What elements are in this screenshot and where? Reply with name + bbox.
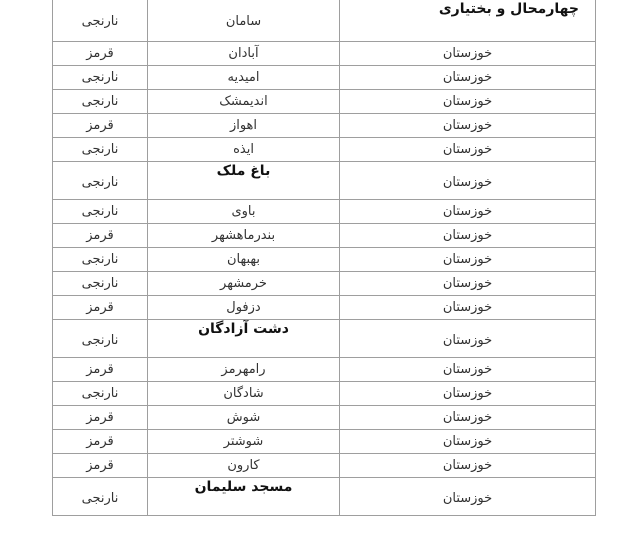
city-cell: بهبهان xyxy=(148,248,340,272)
status-cell: نارنجی xyxy=(53,66,148,90)
province-cell: خوزستان xyxy=(340,248,596,272)
province-cell: خوزستان xyxy=(340,406,596,430)
status-cell: نارنجی xyxy=(53,478,148,516)
city-cell: اهواز xyxy=(148,114,340,138)
city-cell: شوشتر xyxy=(148,430,340,454)
city-cell: رامهرمز xyxy=(148,358,340,382)
city-cell: دشت آزادگان xyxy=(148,320,340,358)
table-row xyxy=(53,162,596,200)
province-cell: خوزستان xyxy=(340,42,596,66)
table-row xyxy=(53,382,596,406)
status-cell: قرمز xyxy=(53,430,148,454)
table-row xyxy=(53,114,596,138)
status-cell: قرمز xyxy=(53,224,148,248)
status-cell: قرمز xyxy=(53,42,148,66)
city-cell: مسجد سلیمان xyxy=(148,478,340,516)
table-row xyxy=(53,406,596,430)
status-cell: قرمز xyxy=(53,114,148,138)
city-cell: بندرماهشهر xyxy=(148,224,340,248)
table-body xyxy=(53,0,596,516)
status-cell: نارنجی xyxy=(53,248,148,272)
province-cell: خوزستان xyxy=(340,382,596,406)
city-cell: سامان xyxy=(148,0,340,42)
city-cell: باوی xyxy=(148,200,340,224)
province-cell: خوزستان xyxy=(340,478,596,516)
province-cell: خوزستان xyxy=(340,224,596,248)
status-cell: قرمز xyxy=(53,406,148,430)
province-cell: خوزستان xyxy=(340,200,596,224)
status-cell: نارنجی xyxy=(53,90,148,114)
city-cell: آبادان xyxy=(148,42,340,66)
table-row xyxy=(53,430,596,454)
city-cell: کارون xyxy=(148,454,340,478)
table-row xyxy=(53,320,596,358)
status-cell: قرمز xyxy=(53,454,148,478)
table-row xyxy=(53,272,596,296)
status-cell: نارنجی xyxy=(53,382,148,406)
table-row xyxy=(53,224,596,248)
province-cell: خوزستان xyxy=(340,138,596,162)
city-cell: ایذه xyxy=(148,138,340,162)
province-cell: خوزستان xyxy=(340,90,596,114)
table-row xyxy=(53,454,596,478)
province-cell: خوزستان xyxy=(340,114,596,138)
province-cell: خوزستان xyxy=(340,272,596,296)
city-cell: امیدیه xyxy=(148,66,340,90)
province-cell: خوزستان xyxy=(340,162,596,200)
city-cell: اندیمشک xyxy=(148,90,340,114)
status-cell: نارنجی xyxy=(53,320,148,358)
province-cell: خوزستان xyxy=(340,358,596,382)
table-row xyxy=(53,358,596,382)
table-row xyxy=(53,0,596,42)
province-cell: خوزستان xyxy=(340,296,596,320)
county-status-table xyxy=(52,0,596,516)
province-cell: خوزستان xyxy=(340,320,596,358)
status-cell: نارنجی xyxy=(53,200,148,224)
table-row xyxy=(53,66,596,90)
status-cell: نارنجی xyxy=(53,0,148,42)
status-cell: نارنجی xyxy=(53,138,148,162)
city-cell: دزفول xyxy=(148,296,340,320)
table-row xyxy=(53,138,596,162)
table-row xyxy=(53,200,596,224)
status-cell: نارنجی xyxy=(53,272,148,296)
table-row xyxy=(53,478,596,516)
status-cell: نارنجی xyxy=(53,162,148,200)
city-cell: شادگان xyxy=(148,382,340,406)
city-cell: شوش xyxy=(148,406,340,430)
city-cell: باغ ملک xyxy=(148,162,340,200)
province-cell: خوزستان xyxy=(340,66,596,90)
table-row xyxy=(53,248,596,272)
province-cell: خوزستان xyxy=(340,430,596,454)
status-cell: قرمز xyxy=(53,296,148,320)
table-row xyxy=(53,296,596,320)
province-cell: چهارمحال و بختیاری xyxy=(340,0,596,42)
status-cell: قرمز xyxy=(53,358,148,382)
county-status-table-container xyxy=(52,0,595,516)
table-row xyxy=(53,90,596,114)
province-cell: خوزستان xyxy=(340,454,596,478)
city-cell: خرمشهر xyxy=(148,272,340,296)
table-row xyxy=(53,42,596,66)
